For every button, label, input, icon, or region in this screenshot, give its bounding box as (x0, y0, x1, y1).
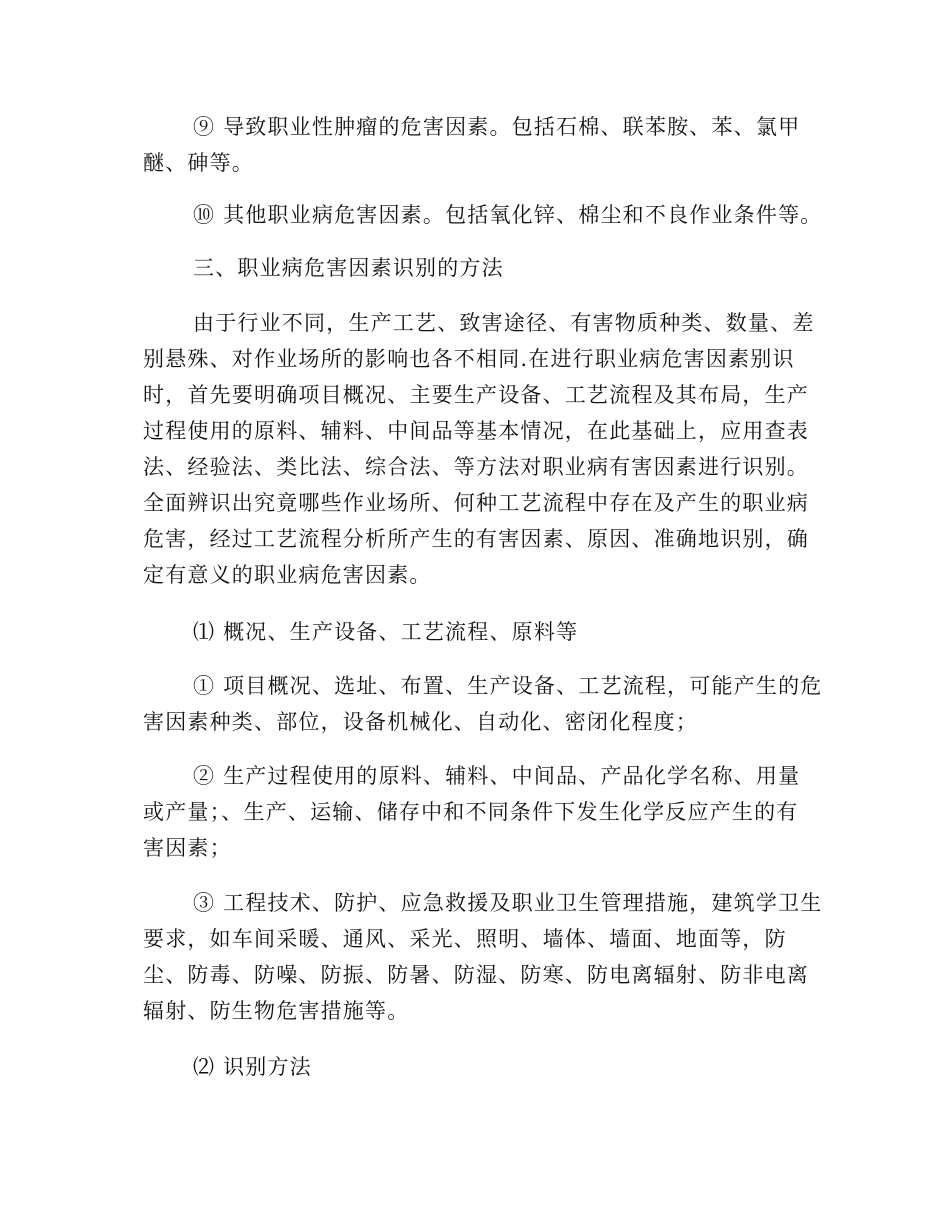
text-line: 尘、防毒、防噪、防振、防暑、防湿、防寒、防电离辐射、防非电离 (143, 963, 809, 987)
text-line: 由于行业不同，生产工艺、致害途径、有害物质种类、数量、差 (193, 311, 815, 335)
text-line: 过程使用的原料、辅料、中间品等基本情况，在此基础上，应用查表 (143, 419, 809, 443)
list-item-3 (143, 885, 823, 1029)
text-line: ⑨ 导致职业性肿瘤的危害因素。包括石棉、联苯胺、苯、氯甲 (193, 115, 801, 139)
text-line: 醚、砷等。 (143, 151, 254, 175)
subsection-title: ⑵ 识别方法 (193, 1055, 312, 1079)
list-item-1 (143, 668, 823, 740)
subheading-1 (143, 614, 813, 650)
subsection-title: ⑴ 概况、生产设备、工艺流程、原料等 (193, 620, 579, 644)
text-line: 定有意义的职业病危害因素。 (143, 563, 432, 587)
paragraph-item-9 (143, 109, 813, 181)
paragraph-intro (143, 305, 813, 593)
text-line: ③ 工程技术、防护、应急救援及职业卫生管理措施，建筑学卫生 (193, 891, 823, 915)
text-line: 或产量；、生产、运输、储存中和不同条件下发生化学反应产生的有 (143, 800, 799, 824)
subheading-2 (143, 1049, 813, 1085)
text-line: 害因素； (143, 836, 232, 860)
text-line: ① 项目概况、选址、布置、生产设备、工艺流程，可能产生的危 (193, 674, 823, 698)
paragraph-item-10 (143, 197, 823, 233)
text-line: ② 生产过程使用的原料、辅料、中间品、产品化学名称、用量 (193, 764, 801, 788)
text-line: 别悬殊、对作业场所的影响也各不相同.在进行职业病危害因素别识 (143, 347, 795, 371)
text-line: 法、经验法、类比法、综合法、等方法对职业病有害因素进行识别。 (143, 455, 809, 479)
section-title: 三、职业病危害因素识别的方法 (193, 256, 504, 280)
text-line: 危害，经过工艺流程分析所产生的有害因素、原因、准确地识别，确 (143, 527, 809, 551)
text-line: 辐射、防生物危害措施等。 (143, 999, 410, 1023)
text-line: ⑩ 其他职业病危害因素。包括氧化锌、棉尘和不良作业条件等。 (193, 203, 823, 227)
text-line: 时，首先要明确项目概况、主要生产设备、工艺流程及其布局，生产 (143, 383, 809, 407)
section-heading-3 (143, 250, 813, 286)
list-item-2 (143, 758, 813, 866)
text-line: 害因素种类、部位，设备机械化、自动化、密闭化程度； (143, 710, 698, 734)
text-line: 要求，如车间采暖、通风、采光、照明、墙体、墙面、地面等，防 (143, 927, 787, 951)
text-line: 全面辨识出究竟哪些作业场所、何种工艺流程中存在及产生的职业病 (143, 491, 809, 515)
